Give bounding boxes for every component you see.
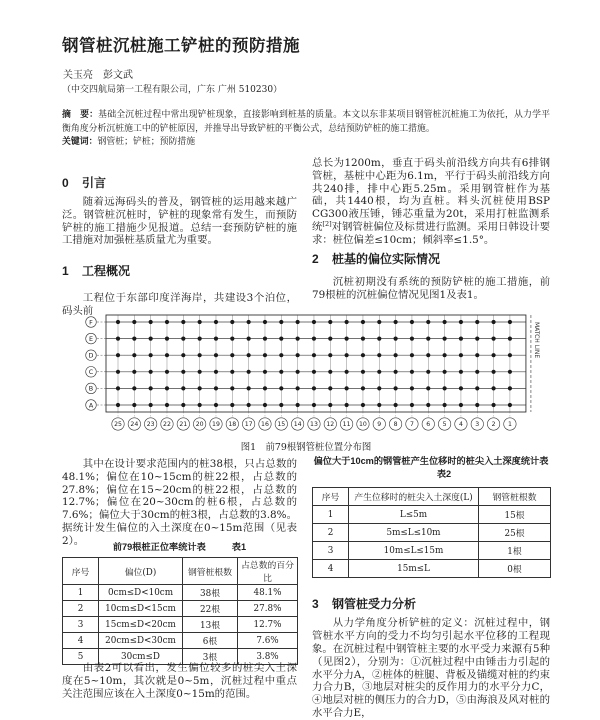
column-label: 8	[393, 421, 398, 429]
pile-mark	[328, 386, 332, 390]
table-cell: 27.8%	[238, 601, 298, 617]
pile-mark	[345, 337, 349, 341]
pile-mark	[214, 386, 218, 390]
table-cell: 30cm≤D	[99, 649, 183, 665]
pile-mark	[149, 370, 153, 374]
affiliation: （中交四航局第一工程有限公司，广东 广州 510230）	[62, 85, 283, 95]
pile-mark	[165, 403, 169, 407]
pile-mark	[377, 337, 381, 341]
section-number: 1	[62, 264, 69, 278]
pile-mark	[279, 353, 283, 357]
column-label: 18	[228, 421, 237, 429]
table-cell: 3	[63, 617, 99, 633]
pile-mark	[116, 353, 120, 357]
pile-mark	[491, 403, 495, 407]
overview-text-b: 对钢管桩偏位及标贯进行监测。采用日韩设计要求：桩位偏差≤10cm；倾斜率≤1.5°。	[312, 220, 551, 246]
pile-mark	[361, 320, 365, 324]
table-row	[313, 542, 551, 560]
pile-mark	[296, 353, 300, 357]
pile-mark	[328, 370, 332, 374]
section-number: 2	[312, 252, 319, 266]
overview-text-a: 总长为1200m，垂直于码头前沿线方向共有6排钢管桩，基桩中心距为6.1m，平行于码头前沿线方向共240排，排中心距5.25m。采用钢管桩作为基础，共1440根，均为直桩。料头沉桩使用BSP CG300液压锤，锤芯重量为20t，采用打桩监测系统	[312, 157, 550, 233]
match-line-label: MATCH LINE	[532, 322, 540, 359]
pile-mark	[165, 337, 169, 341]
pile-mark	[181, 403, 185, 407]
pile-mark	[345, 403, 349, 407]
pile-mark	[426, 320, 430, 324]
table-cell: 1根	[479, 542, 551, 560]
table-cell: 48.1%	[238, 585, 298, 601]
table-cell: 22根	[183, 601, 238, 617]
pile-mark	[508, 370, 512, 374]
table-row	[63, 585, 298, 601]
pile-mark	[410, 403, 414, 407]
table-cell: 20cm≤D<30cm	[99, 633, 183, 649]
column-label: 2	[491, 421, 496, 429]
intro-paragraph: 随着远海码头的普及，钢管桩的运用越来越广泛。钢管桩沉桩时，铲桩的现象常有发生，而预防铲桩的施工措施少见报道。总结一套预防铲桩的施工措施对加强桩基质量尤为重要。	[62, 196, 297, 247]
pile-mark	[247, 403, 251, 407]
table-cell: 5	[63, 649, 99, 665]
pile-mark	[149, 386, 153, 390]
pile-mark	[312, 386, 316, 390]
deviation-stats-paragraph: 其中在设计要求范围内的桩38根，只占总数的48.1%；偏位在10~15cm的桩22根，占总数的27.8%；偏位在15~20cm的桩22根，占总数的12.7%；偏位在20~30cm的桩6根，占总数的7.6%；偏位大于30cm的桩3根，占总数的3.8%。据统计发生偏位的入土深度在0~15m范围（见表2）。	[62, 458, 297, 547]
pile-mark	[328, 337, 332, 341]
pile-mark	[198, 386, 202, 390]
figure-1-caption: 图1 前79根钢管桩位置分布图	[240, 442, 372, 453]
table-header-cell: 占总数的百分比	[238, 558, 298, 585]
table-header-cell: 产生位移时的桩尖入土深度(L)	[349, 488, 479, 506]
table-cell: 0cm≤D<10cm	[99, 585, 183, 601]
section-title: 工程概况	[82, 264, 131, 278]
table-header-cell: 偏位(D)	[99, 558, 183, 585]
pile-mark	[361, 353, 365, 357]
pile-mark	[345, 386, 349, 390]
pile-mark	[214, 337, 218, 341]
pile-mark	[491, 353, 495, 357]
table-1	[62, 557, 297, 665]
pile-mark	[263, 386, 267, 390]
pile-mark	[149, 320, 153, 324]
table-header-row	[63, 558, 298, 585]
table-2-title	[312, 455, 550, 481]
pile-mark	[214, 403, 218, 407]
pile-mark	[279, 370, 283, 374]
paper-title: 钢管桩沉桩施工铲桩的预防措施	[62, 37, 300, 55]
table-1-title	[62, 541, 297, 554]
keywords-text: 钢管桩；铲桩；预防措施	[97, 137, 196, 147]
pile-mark	[296, 386, 300, 390]
pile-mark	[296, 337, 300, 341]
pile-mark	[491, 320, 495, 324]
table-2	[312, 487, 550, 578]
pile-mark	[230, 370, 234, 374]
pile-mark	[491, 370, 495, 374]
pile-mark	[410, 320, 414, 324]
table-cell: 3.8%	[238, 649, 298, 665]
pile-mark	[508, 403, 512, 407]
figure-1-pile-layout	[0, 312, 600, 437]
force-sources-paragraph: 在沉桩过程中钢管桩主要的水平受力来源有5种（见图2），分别为：①沉桩过程中由锤击力引起的水平分力A，②桩体的桩腿、背板及锚缆对桩的约束力合力B，③地层对桩尖的反作用力的水平分力C，④地层对桩的侧压力的合力D，⑤由海浪及风对桩的水平合力E，	[312, 643, 550, 719]
pile-mark	[263, 320, 267, 324]
section-number: 3	[312, 597, 319, 611]
authors: 关玉亮 彭文武	[63, 70, 133, 81]
pile-mark	[475, 370, 479, 374]
pile-mark	[165, 386, 169, 390]
pile-mark	[394, 320, 398, 324]
pile-mark	[377, 386, 381, 390]
force-definition-paragraph: 从力学角度分析铲桩的定义：沉桩过程中，钢管桩水平方向的受力不均匀引起水平位移的工程现象。	[312, 617, 550, 655]
pile-mark	[214, 370, 218, 374]
pile-mark	[361, 370, 365, 374]
table-cell: 6根	[183, 633, 238, 649]
pile-mark	[459, 370, 463, 374]
pile-mark	[296, 370, 300, 374]
pile-mark	[263, 370, 267, 374]
keywords-label: 关键词：	[62, 136, 98, 146]
pile-mark	[116, 386, 120, 390]
table-row	[313, 560, 551, 578]
pile-mark	[263, 403, 267, 407]
pile-mark	[443, 320, 447, 324]
table-row	[63, 633, 298, 649]
table-cell: 10cm≤D<15cm	[99, 601, 183, 617]
table-cell: 38根	[183, 585, 238, 601]
table-cell: L≤5m	[349, 506, 479, 524]
table-header-row	[313, 488, 551, 506]
pile-mark	[165, 353, 169, 357]
pile-mark	[230, 403, 234, 407]
pile-mark	[361, 337, 365, 341]
table-cell: 1	[313, 506, 349, 524]
table-cell: 7.6%	[238, 633, 298, 649]
pile-mark	[132, 353, 136, 357]
pile-mark	[181, 370, 185, 374]
pile-mark	[410, 370, 414, 374]
pile-mark	[410, 386, 414, 390]
pile-mark	[247, 353, 251, 357]
pile-mark	[459, 353, 463, 357]
pile-mark	[312, 337, 316, 341]
column-label: 13	[310, 421, 318, 429]
table-cell: 4	[313, 560, 349, 578]
pile-mark	[328, 403, 332, 407]
pile-mark	[491, 337, 495, 341]
column-label: 25	[114, 421, 122, 429]
pile-mark	[247, 320, 251, 324]
pile-mark	[410, 353, 414, 357]
table-row	[63, 601, 298, 617]
abstract-text: 基础全沉桩过程中常出现铲桩现象，直接影响到桩基的质量。本文以东非某项目钢管桩沉桩施工为依托，从力学平衡角度分析沉桩施工中的铲桩原因，并推导出导致铲桩的平衡公式，总结预防铲桩的施工措施。	[62, 110, 551, 134]
table-cell: 15cm≤D<20cm	[99, 617, 183, 633]
pile-mark	[230, 386, 234, 390]
table-cell: 2	[63, 601, 99, 617]
pile-mark	[361, 403, 365, 407]
section-title: 桩基的偏位实际情况	[332, 252, 441, 266]
pile-mark	[230, 353, 234, 357]
table-1-title-text: 前79根桩正位率统计表	[112, 542, 206, 552]
column-label: 3	[475, 421, 480, 429]
pile-mark	[296, 320, 300, 324]
table-row	[313, 524, 551, 542]
pile-mark	[279, 403, 283, 407]
pile-mark	[230, 337, 234, 341]
pile-mark	[312, 403, 316, 407]
pile-mark	[394, 337, 398, 341]
pile-mark	[475, 320, 479, 324]
pile-mark	[198, 337, 202, 341]
section-3-heading	[312, 597, 550, 612]
pile-mark	[247, 337, 251, 341]
pile-mark	[394, 386, 398, 390]
column-label: 20	[195, 421, 204, 429]
pile-mark	[328, 320, 332, 324]
row-label: B	[88, 384, 94, 393]
pile-mark	[181, 337, 185, 341]
table-row	[313, 506, 551, 524]
pile-mark	[345, 320, 349, 324]
row-label: E	[88, 334, 94, 343]
pile-mark	[312, 353, 316, 357]
pile-mark	[116, 403, 120, 407]
pile-mark	[443, 353, 447, 357]
overview-paragraph-start: 工程位于东部印度洋海岸，共建设3个泊位，码头前	[62, 292, 297, 317]
pile-mark	[149, 353, 153, 357]
column-label: 12	[326, 421, 335, 429]
column-label: 10	[359, 421, 367, 429]
pile-mark	[263, 353, 267, 357]
table-cell: 3根	[183, 649, 238, 665]
table-cell: 12.7%	[238, 617, 298, 633]
section-title: 引言	[82, 176, 107, 190]
table-1-number: 表1	[231, 542, 247, 552]
table-header-cell: 钢管桩根数	[479, 488, 551, 506]
pile-mark	[345, 370, 349, 374]
column-label: 23	[146, 421, 155, 429]
pile-mark	[247, 386, 251, 390]
row-label: A	[88, 401, 94, 410]
table-cell: 2	[313, 524, 349, 542]
citation-ref: [2]	[322, 219, 332, 228]
pile-mark	[312, 370, 316, 374]
pile-mark	[377, 370, 381, 374]
table-cell: 13根	[183, 617, 238, 633]
pile-mark	[475, 353, 479, 357]
pile-mark	[377, 353, 381, 357]
section-title: 钢管桩受力分析	[332, 597, 417, 611]
pile-mark	[410, 337, 414, 341]
pile-mark	[116, 370, 120, 374]
table-header-cell: 序号	[313, 488, 349, 506]
pile-mark	[361, 386, 365, 390]
column-label: 4	[458, 421, 463, 429]
table-cell: 1	[63, 585, 99, 601]
pile-mark	[508, 353, 512, 357]
pile-mark	[377, 320, 381, 324]
pile-mark	[132, 403, 136, 407]
column-label: 21	[179, 421, 188, 429]
pile-mark	[247, 370, 251, 374]
column-label: 5	[442, 421, 447, 429]
pile-mark	[475, 386, 479, 390]
pile-mark	[377, 403, 381, 407]
pile-mark	[132, 337, 136, 341]
column-label: 24	[130, 421, 139, 429]
pile-mark	[198, 320, 202, 324]
pile-mark	[312, 320, 316, 324]
table-2-number: 表2	[436, 469, 452, 479]
section-1-heading	[62, 264, 297, 279]
column-label: 6	[426, 421, 431, 429]
table-cell: 10m≤L≤15m	[349, 542, 479, 560]
column-label: 16	[261, 421, 269, 429]
abstract-label: 摘 要：	[62, 109, 99, 119]
row-label: F	[89, 318, 93, 327]
pile-mark	[132, 320, 136, 324]
pile-mark	[230, 320, 234, 324]
pile-mark	[296, 403, 300, 407]
column-label: 9	[377, 421, 382, 429]
table-header-cell: 序号	[63, 558, 99, 585]
overview-paragraph-continued	[312, 157, 550, 247]
pile-mark	[198, 353, 202, 357]
pile-mark	[279, 337, 283, 341]
pile-mark	[198, 403, 202, 407]
pile-mark	[426, 353, 430, 357]
pile-mark	[491, 386, 495, 390]
pile-mark	[132, 370, 136, 374]
table-cell: 5m≤L≤10m	[349, 524, 479, 542]
table-cell: 15根	[479, 506, 551, 524]
pile-mark	[279, 320, 283, 324]
pile-mark	[459, 337, 463, 341]
column-label: 15	[277, 421, 286, 429]
pile-mark	[443, 337, 447, 341]
table-cell: 25根	[479, 524, 551, 542]
pile-mark	[426, 337, 430, 341]
pile-mark	[198, 370, 202, 374]
table-cell: 4	[63, 633, 99, 649]
keywords	[62, 135, 550, 150]
column-label: 7	[409, 421, 414, 429]
pile-mark	[426, 370, 430, 374]
pile-mark	[214, 320, 218, 324]
pile-mark	[459, 386, 463, 390]
row-label: C	[88, 368, 94, 377]
pile-mark	[475, 337, 479, 341]
figure-frame	[106, 315, 526, 412]
pile-mark	[149, 403, 153, 407]
pile-mark	[475, 403, 479, 407]
column-label: 22	[163, 421, 171, 429]
pile-mark	[263, 337, 267, 341]
pile-mark	[116, 320, 120, 324]
column-label: 17	[244, 421, 253, 429]
pile-mark	[328, 353, 332, 357]
pile-mark	[116, 337, 120, 341]
row-label: D	[88, 351, 94, 360]
pile-mark	[165, 320, 169, 324]
table-cell: 0根	[479, 560, 551, 578]
abstract	[62, 108, 550, 136]
pile-mark	[443, 370, 447, 374]
table-row	[63, 617, 298, 633]
pile-mark	[214, 353, 218, 357]
section-number: 0	[62, 176, 69, 190]
pile-mark	[394, 353, 398, 357]
pile-mark	[459, 403, 463, 407]
table-cell: 3	[313, 542, 349, 560]
pile-mark	[345, 353, 349, 357]
pile-mark	[394, 370, 398, 374]
depth-analysis-paragraph: 由表2可以看出，发生偏位较多的桩尖入土深度在5~10m，其次就是0~5m，沉桩过程中重点关注范围应该在入土深度0~15m的范围。	[62, 662, 297, 700]
column-label: 19	[212, 421, 220, 429]
pile-mark	[181, 320, 185, 324]
table-header-cell: 钢管桩根数	[183, 558, 238, 585]
table-2-title-text: 偏位大于10cm的钢管桩产生位移时的桩尖入土深度统计表	[313, 456, 549, 466]
pile-mark	[132, 386, 136, 390]
table-cell: 15m≤L	[349, 560, 479, 578]
deviation-paragraph: 沉桩初期没有系统的预防铲桩的施工措施，前79根桩的沉桩偏位情况见图1及表1。	[312, 276, 550, 301]
pile-mark	[459, 320, 463, 324]
pile-mark	[508, 320, 512, 324]
pile-mark	[426, 386, 430, 390]
pile-mark	[508, 337, 512, 341]
pile-mark	[181, 353, 185, 357]
column-label: 1	[507, 421, 512, 429]
section-2-heading	[312, 252, 550, 267]
pile-mark	[279, 386, 283, 390]
pile-mark	[165, 370, 169, 374]
column-label: 14	[293, 421, 302, 429]
pile-mark	[394, 403, 398, 407]
pile-mark	[426, 403, 430, 407]
column-label: 11	[342, 421, 351, 429]
section-0-heading	[62, 176, 297, 191]
pile-mark	[443, 386, 447, 390]
pile-mark	[149, 337, 153, 341]
pile-mark	[443, 403, 447, 407]
pile-mark	[181, 386, 185, 390]
pile-mark	[508, 386, 512, 390]
